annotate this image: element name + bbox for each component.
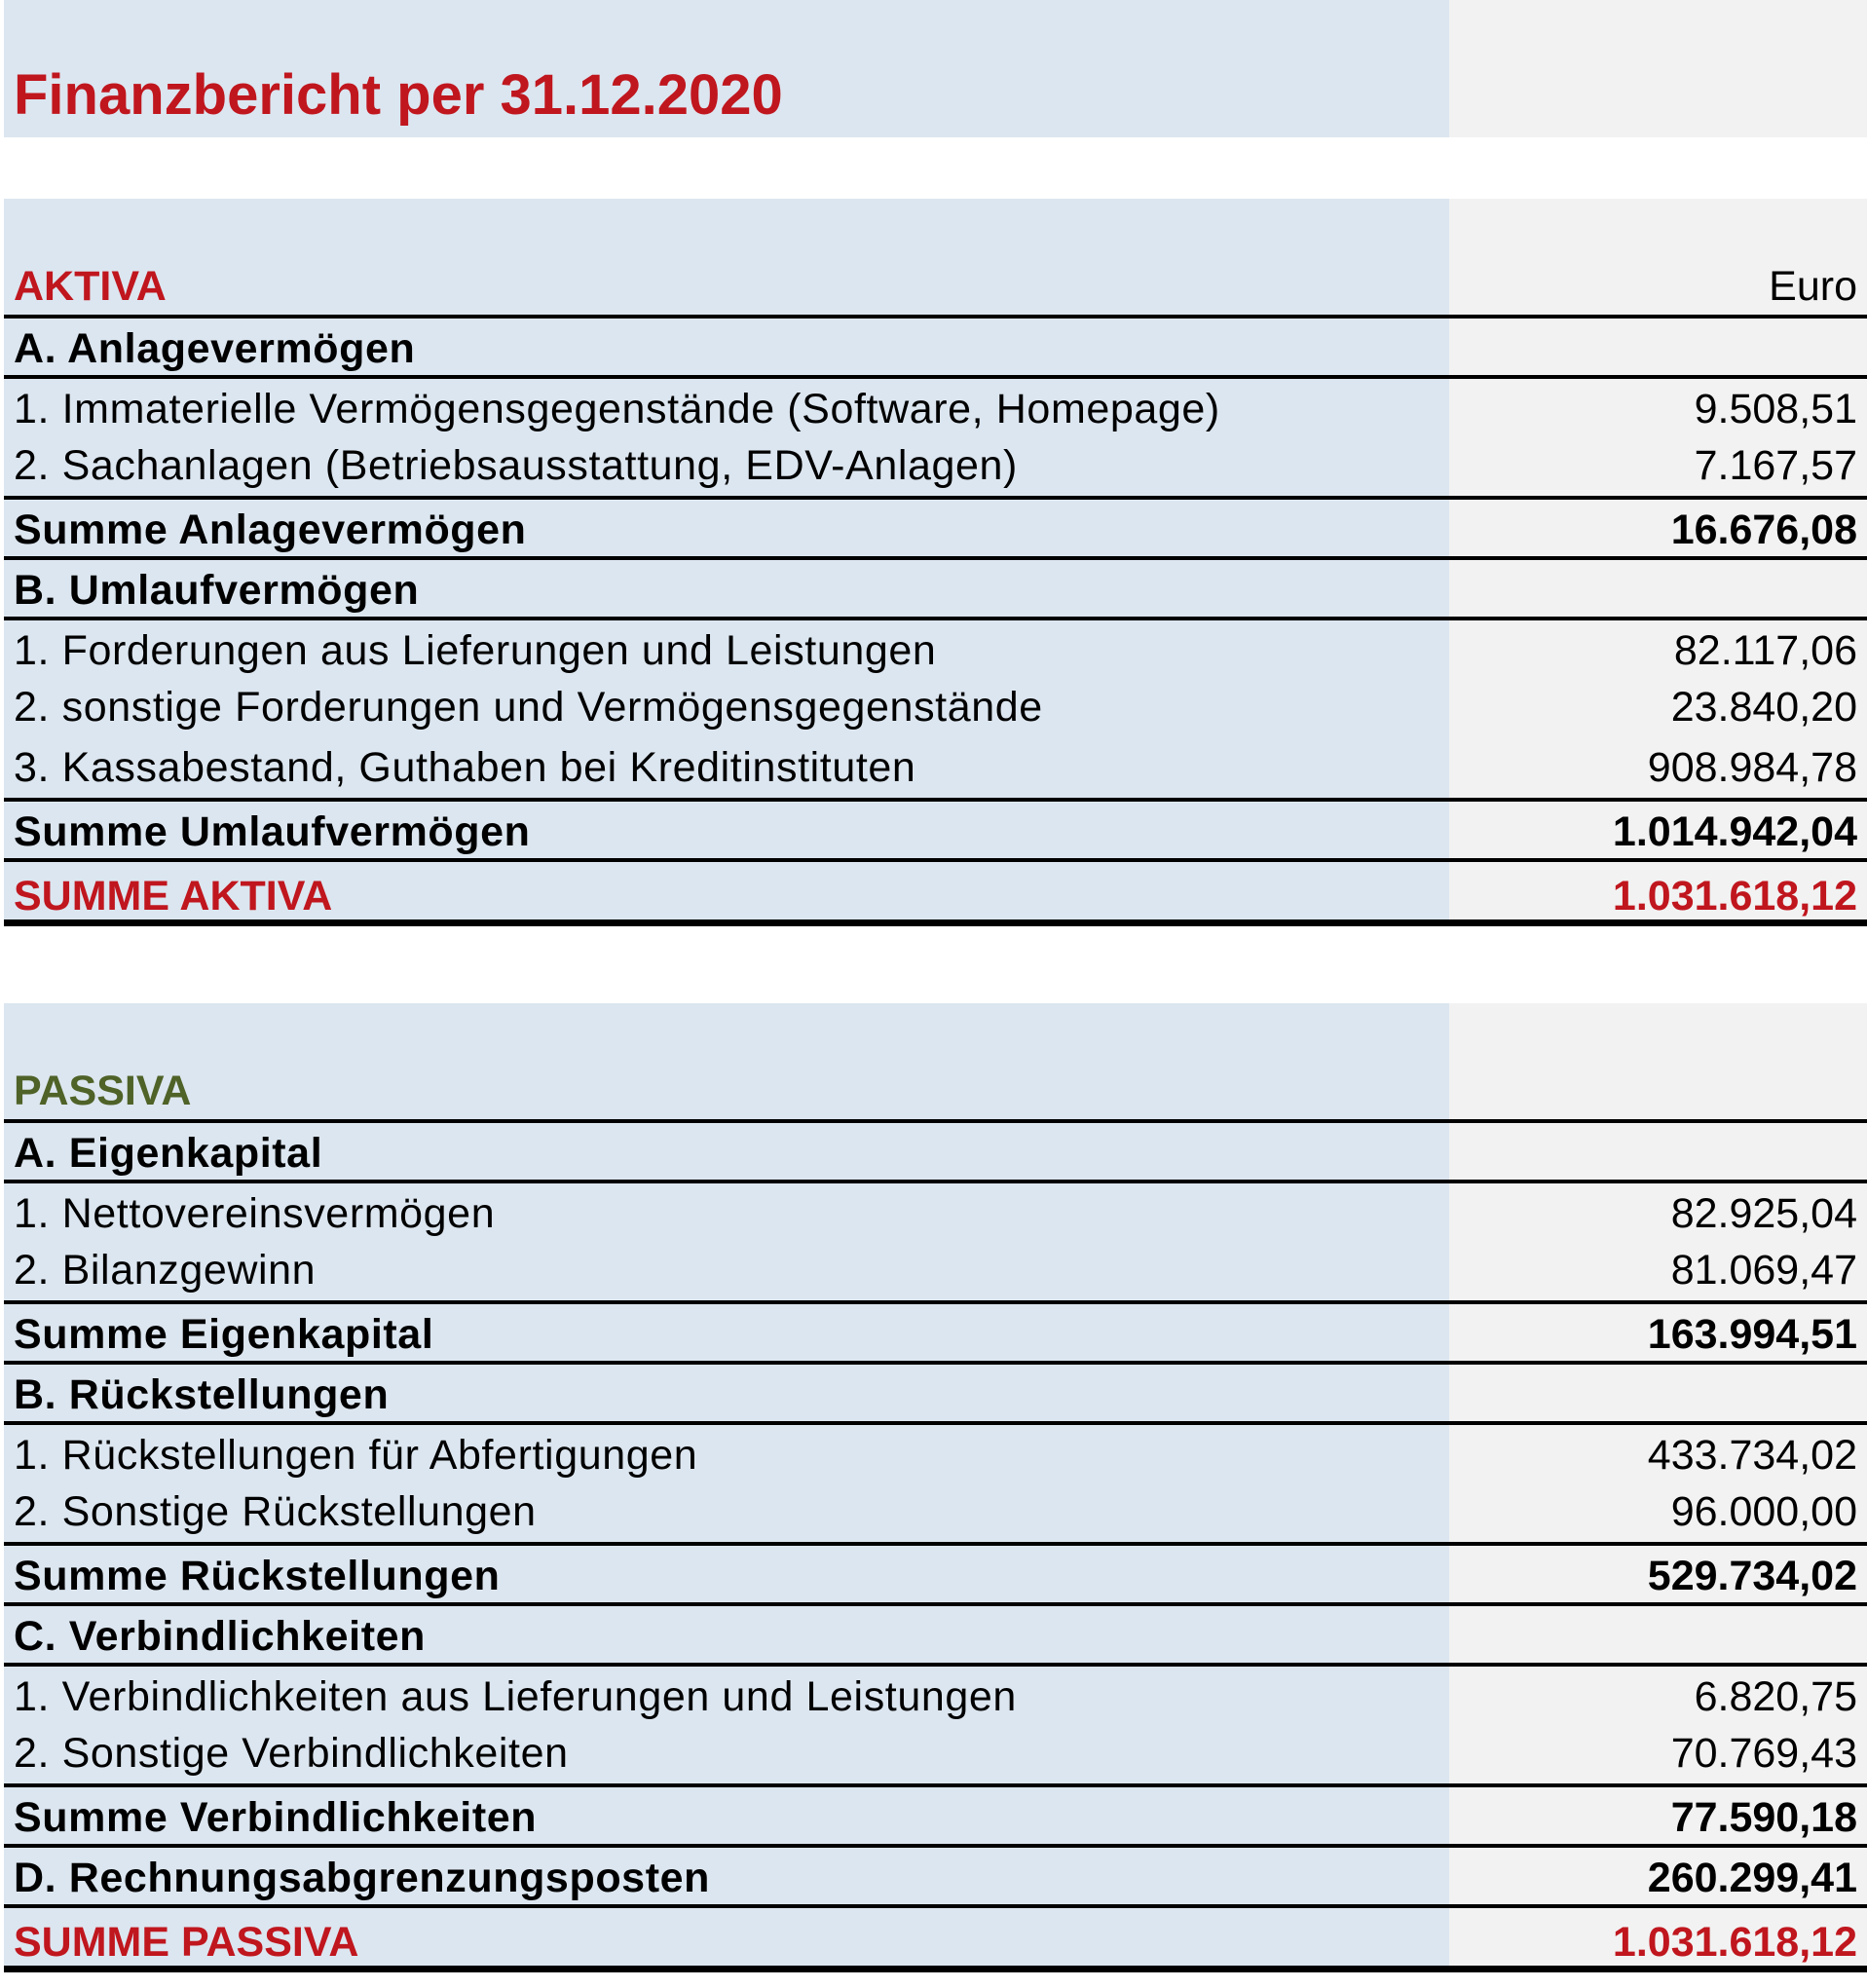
row-value: 6.820,75 [1449,1667,1867,1723]
section-heading-row [4,1602,1867,1663]
subtotal-label: Summe Verbindlichkeiten [4,1787,1449,1844]
total-label: SUMME PASSIVA [4,1908,1449,1966]
aktiva-heading-row [4,199,1867,315]
title-blank-cell [1449,0,1867,137]
section-heading: B. Umlaufvermögen [4,560,1449,617]
section-heading-row [4,315,1867,375]
row-value: 908.984,78 [1449,737,1867,798]
section-heading: A. Eigenkapital [4,1123,1449,1180]
table-row [4,1180,1867,1240]
subtotal-label: Summe Anlagevermögen [4,500,1449,556]
row-label: 3. Kassabestand, Guthaben bei Kreditinstituten [4,737,1449,798]
row-value: 82.117,06 [1449,620,1867,677]
row-value: 9.508,51 [1449,379,1867,435]
subtotal-label: Summe Rückstellungen [4,1546,1449,1602]
total-value: 1.031.618,12 [1449,862,1867,919]
row-label: 2. sonstige Forderungen und Vermögensgegenstände [4,677,1449,737]
subtotal-label: D. Rechnungsabgrenzungsposten [4,1848,1449,1904]
table-row [4,1482,1867,1542]
subtotal-row [4,1844,1867,1904]
subtotal-row [4,1300,1867,1361]
section-heading: B. Rückstellungen [4,1365,1449,1421]
empty-value-cell [1449,560,1867,617]
subtotal-label: Summe Umlaufvermögen [4,802,1449,858]
passiva-heading-row [4,1003,1867,1119]
table-row [4,677,1867,737]
report-title: Finanzbericht per 31.12.2020 [4,0,1449,137]
section-heading: A. Anlagevermögen [4,319,1449,375]
section-heading-row [4,556,1867,617]
total-value: 1.031.618,12 [1449,1908,1867,1966]
title-row [4,0,1867,137]
table-row [4,737,1867,798]
row-label: 1. Nettovereinsvermögen [4,1183,1449,1240]
row-label: 1. Immaterielle Vermögensgegenstände (Software, Homepage) [4,379,1449,435]
aktiva-heading: AKTIVA [4,199,1449,315]
total-label: SUMME AKTIVA [4,862,1449,919]
passiva-table [4,1003,1867,1972]
empty-value-cell [1449,1606,1867,1663]
subtotal-row [4,798,1867,858]
subtotal-row [4,1542,1867,1602]
row-label: 1. Forderungen aus Lieferungen und Leistungen [4,620,1449,677]
subtotal-value: 77.590,18 [1449,1787,1867,1844]
section-heading-row [4,1119,1867,1180]
row-value: 23.840,20 [1449,677,1867,737]
empty-value-cell [1449,1003,1867,1119]
row-label: 2. Bilanzgewinn [4,1240,1449,1300]
passiva-heading: PASSIVA [4,1003,1449,1119]
subtotal-value: 260.299,41 [1449,1848,1867,1904]
table-row [4,1240,1867,1300]
row-value: 70.769,43 [1449,1723,1867,1783]
empty-value-cell [1449,1365,1867,1421]
row-label: 2. Sonstige Rückstellungen [4,1482,1449,1542]
row-label: 1. Verbindlichkeiten aus Lieferungen und Leistungen [4,1667,1449,1723]
table-row [4,375,1867,435]
section-heading-row [4,1361,1867,1421]
subtotal-label: Summe Eigenkapital [4,1304,1449,1361]
table-row [4,617,1867,677]
row-value: 81.069,47 [1449,1240,1867,1300]
subtotal-value: 1.014.942,04 [1449,802,1867,858]
row-value: 82.925,04 [1449,1183,1867,1240]
aktiva-table [4,199,1867,926]
empty-value-cell [1449,1123,1867,1180]
row-label: 2. Sonstige Verbindlichkeiten [4,1723,1449,1783]
subtotal-value: 16.676,08 [1449,500,1867,556]
table-row [4,1421,1867,1482]
currency-label: Euro [1449,199,1867,315]
subtotal-row [4,496,1867,556]
total-row [4,858,1867,926]
row-value: 96.000,00 [1449,1482,1867,1542]
row-label: 2. Sachanlagen (Betriebsausstattung, EDV-Anlagen) [4,435,1449,496]
table-row [4,435,1867,496]
empty-value-cell [1449,319,1867,375]
section-heading: C. Verbindlichkeiten [4,1606,1449,1663]
row-value: 433.734,02 [1449,1425,1867,1482]
table-row [4,1723,1867,1783]
total-row [4,1904,1867,1972]
row-value: 7.167,57 [1449,435,1867,496]
row-label: 1. Rückstellungen für Abfertigungen [4,1425,1449,1482]
subtotal-value: 163.994,51 [1449,1304,1867,1361]
table-row [4,1663,1867,1723]
subtotal-value: 529.734,02 [1449,1546,1867,1602]
report-header [4,0,1867,137]
subtotal-row [4,1783,1867,1844]
